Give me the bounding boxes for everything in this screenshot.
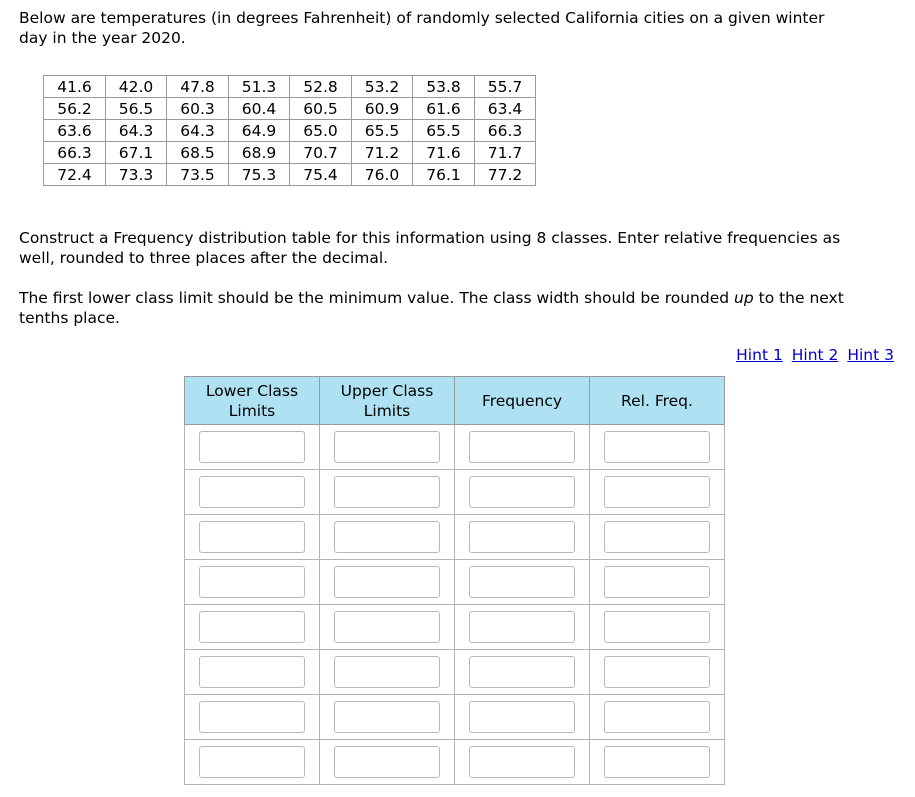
intro-text: Below are temperatures (in degrees Fahrenheit) of randomly selected California cities on a given winter day in the year 2020.: [19, 9, 825, 47]
frequency-table-header-row: [185, 377, 725, 425]
data-cell: 75.4: [290, 164, 352, 186]
frequency-input[interactable]: [469, 566, 575, 598]
data-cell: 68.9: [229, 142, 290, 164]
frequency-table-cell: [185, 470, 320, 515]
frequency-table-cell: [590, 425, 725, 470]
header-upper-class-limits: Upper Class Limits: [320, 377, 455, 425]
frequency-table-cell: [455, 560, 590, 605]
header-lower-class-limits: Lower Class Limits: [185, 377, 320, 425]
rel-freq-input[interactable]: [604, 431, 710, 463]
lower-limit-input[interactable]: [199, 521, 305, 553]
data-cell: 76.1: [413, 164, 475, 186]
data-cell: 63.6: [44, 120, 106, 142]
frequency-table-row: [185, 740, 725, 785]
temperature-data-table: [43, 75, 536, 186]
data-cell: 61.6: [413, 98, 475, 120]
data-row: [44, 98, 536, 120]
frequency-table-cell: [320, 740, 455, 785]
data-cell: 42.0: [106, 76, 167, 98]
data-cell: 56.2: [44, 98, 106, 120]
frequency-table-cell: [185, 560, 320, 605]
data-row: [44, 142, 536, 164]
frequency-table-cell: [590, 695, 725, 740]
upper-limit-input[interactable]: [334, 656, 440, 688]
frequency-table-cell: [185, 695, 320, 740]
upper-limit-input[interactable]: [334, 521, 440, 553]
upper-limit-input[interactable]: [334, 701, 440, 733]
frequency-table-cell: [320, 560, 455, 605]
data-row: [44, 120, 536, 142]
upper-limit-input[interactable]: [334, 566, 440, 598]
header-frequency: Frequency: [455, 377, 590, 425]
frequency-table-cell: [320, 425, 455, 470]
data-cell: 55.7: [475, 76, 536, 98]
frequency-table-cell: [590, 605, 725, 650]
data-cell: 71.7: [475, 142, 536, 164]
data-cell: 60.5: [290, 98, 352, 120]
data-cell: 47.8: [167, 76, 229, 98]
frequency-table-row: [185, 695, 725, 740]
frequency-table-cell: [455, 425, 590, 470]
data-cell: 75.3: [229, 164, 290, 186]
class-limit-text-start: The first lower class limit should be the minimum value. The class width should be rounded: [19, 289, 735, 307]
data-row: [44, 164, 536, 186]
lower-limit-input[interactable]: [199, 656, 305, 688]
hint-1-link[interactable]: Hint 1: [736, 346, 783, 364]
frequency-table-cell: [320, 605, 455, 650]
data-cell: 76.0: [352, 164, 413, 186]
data-cell: 64.9: [229, 120, 290, 142]
data-cell: 52.8: [290, 76, 352, 98]
data-cell: 66.3: [475, 120, 536, 142]
data-cell: 70.7: [290, 142, 352, 164]
frequency-input[interactable]: [469, 476, 575, 508]
frequency-table-cell: [455, 470, 590, 515]
data-cell: 41.6: [44, 76, 106, 98]
data-cell: 63.4: [475, 98, 536, 120]
frequency-input[interactable]: [469, 656, 575, 688]
rel-freq-input[interactable]: [604, 521, 710, 553]
upper-limit-input[interactable]: [334, 611, 440, 643]
frequency-table-row: [185, 425, 725, 470]
frequency-table-cell: [185, 515, 320, 560]
data-row: [44, 76, 536, 98]
data-cell: 73.5: [167, 164, 229, 186]
class-limit-instructions: [19, 288, 899, 328]
frequency-table-cell: [590, 740, 725, 785]
lower-limit-input[interactable]: [199, 611, 305, 643]
data-cell: 65.5: [352, 120, 413, 142]
upper-limit-input[interactable]: [334, 746, 440, 778]
frequency-table-cell: [320, 470, 455, 515]
rel-freq-input[interactable]: [604, 656, 710, 688]
frequency-table-cell: [590, 560, 725, 605]
frequency-table-cell: [455, 515, 590, 560]
frequency-input[interactable]: [469, 521, 575, 553]
frequency-table-cell: [455, 740, 590, 785]
frequency-table-cell: [590, 515, 725, 560]
frequency-table-cell: [185, 425, 320, 470]
frequency-table-cell: [455, 695, 590, 740]
frequency-table-cell: [320, 695, 455, 740]
data-cell: 72.4: [44, 164, 106, 186]
frequency-table-row: [185, 515, 725, 560]
data-cell: 66.3: [44, 142, 106, 164]
header-relative-frequency: Rel. Freq.: [590, 377, 725, 425]
frequency-table-cell: [455, 605, 590, 650]
frequency-table-cell: [590, 470, 725, 515]
data-cell: 51.3: [229, 76, 290, 98]
hint-3-link[interactable]: Hint 3: [847, 346, 894, 364]
data-cell: 60.3: [167, 98, 229, 120]
frequency-table-cell: [185, 650, 320, 695]
frequency-distribution-table: [184, 376, 725, 785]
frequency-input[interactable]: [469, 611, 575, 643]
frequency-table-row: [185, 560, 725, 605]
frequency-table-cell: [590, 650, 725, 695]
rel-freq-input[interactable]: [604, 611, 710, 643]
frequency-table-cell: [185, 605, 320, 650]
rel-freq-input[interactable]: [604, 476, 710, 508]
data-cell: 64.3: [106, 120, 167, 142]
lower-limit-input[interactable]: [199, 746, 305, 778]
construct-instructions: Construct a Frequency distribution table for this information using 8 classes. Enter relative frequencies as well, rounded to three places after the decimal.: [19, 229, 841, 267]
data-cell: 65.0: [290, 120, 352, 142]
data-cell: 65.5: [413, 120, 475, 142]
emphasis-up: up: [734, 289, 754, 307]
lower-limit-input[interactable]: [199, 701, 305, 733]
frequency-table-cell: [185, 740, 320, 785]
data-cell: 64.3: [167, 120, 229, 142]
frequency-table-cell: [320, 650, 455, 695]
frequency-input[interactable]: [469, 431, 575, 463]
frequency-input[interactable]: [469, 746, 575, 778]
data-cell: 73.3: [106, 164, 167, 186]
upper-limit-input[interactable]: [334, 476, 440, 508]
data-cell: 68.5: [167, 142, 229, 164]
data-cell: 67.1: [106, 142, 167, 164]
data-cell: 71.6: [413, 142, 475, 164]
data-cell: 77.2: [475, 164, 536, 186]
hint-links: [732, 346, 894, 364]
frequency-input[interactable]: [469, 701, 575, 733]
rel-freq-input[interactable]: [604, 701, 710, 733]
data-cell: 71.2: [352, 142, 413, 164]
frequency-table-row: [185, 650, 725, 695]
frequency-table-cell: [455, 650, 590, 695]
upper-limit-input[interactable]: [334, 431, 440, 463]
data-cell: 53.2: [352, 76, 413, 98]
data-cell: 53.8: [413, 76, 475, 98]
frequency-table-row: [185, 605, 725, 650]
frequency-table-row: [185, 470, 725, 515]
lower-limit-input[interactable]: [199, 476, 305, 508]
class-limit-text-end: to the next tenths place.: [19, 289, 844, 327]
frequency-table-cell: [320, 515, 455, 560]
rel-freq-input[interactable]: [604, 566, 710, 598]
rel-freq-input[interactable]: [604, 746, 710, 778]
lower-limit-input[interactable]: [199, 431, 305, 463]
lower-limit-input[interactable]: [199, 566, 305, 598]
hint-2-link[interactable]: Hint 2: [791, 346, 839, 364]
data-cell: 60.9: [352, 98, 413, 120]
data-cell: 60.4: [229, 98, 290, 120]
data-cell: 56.5: [106, 98, 167, 120]
